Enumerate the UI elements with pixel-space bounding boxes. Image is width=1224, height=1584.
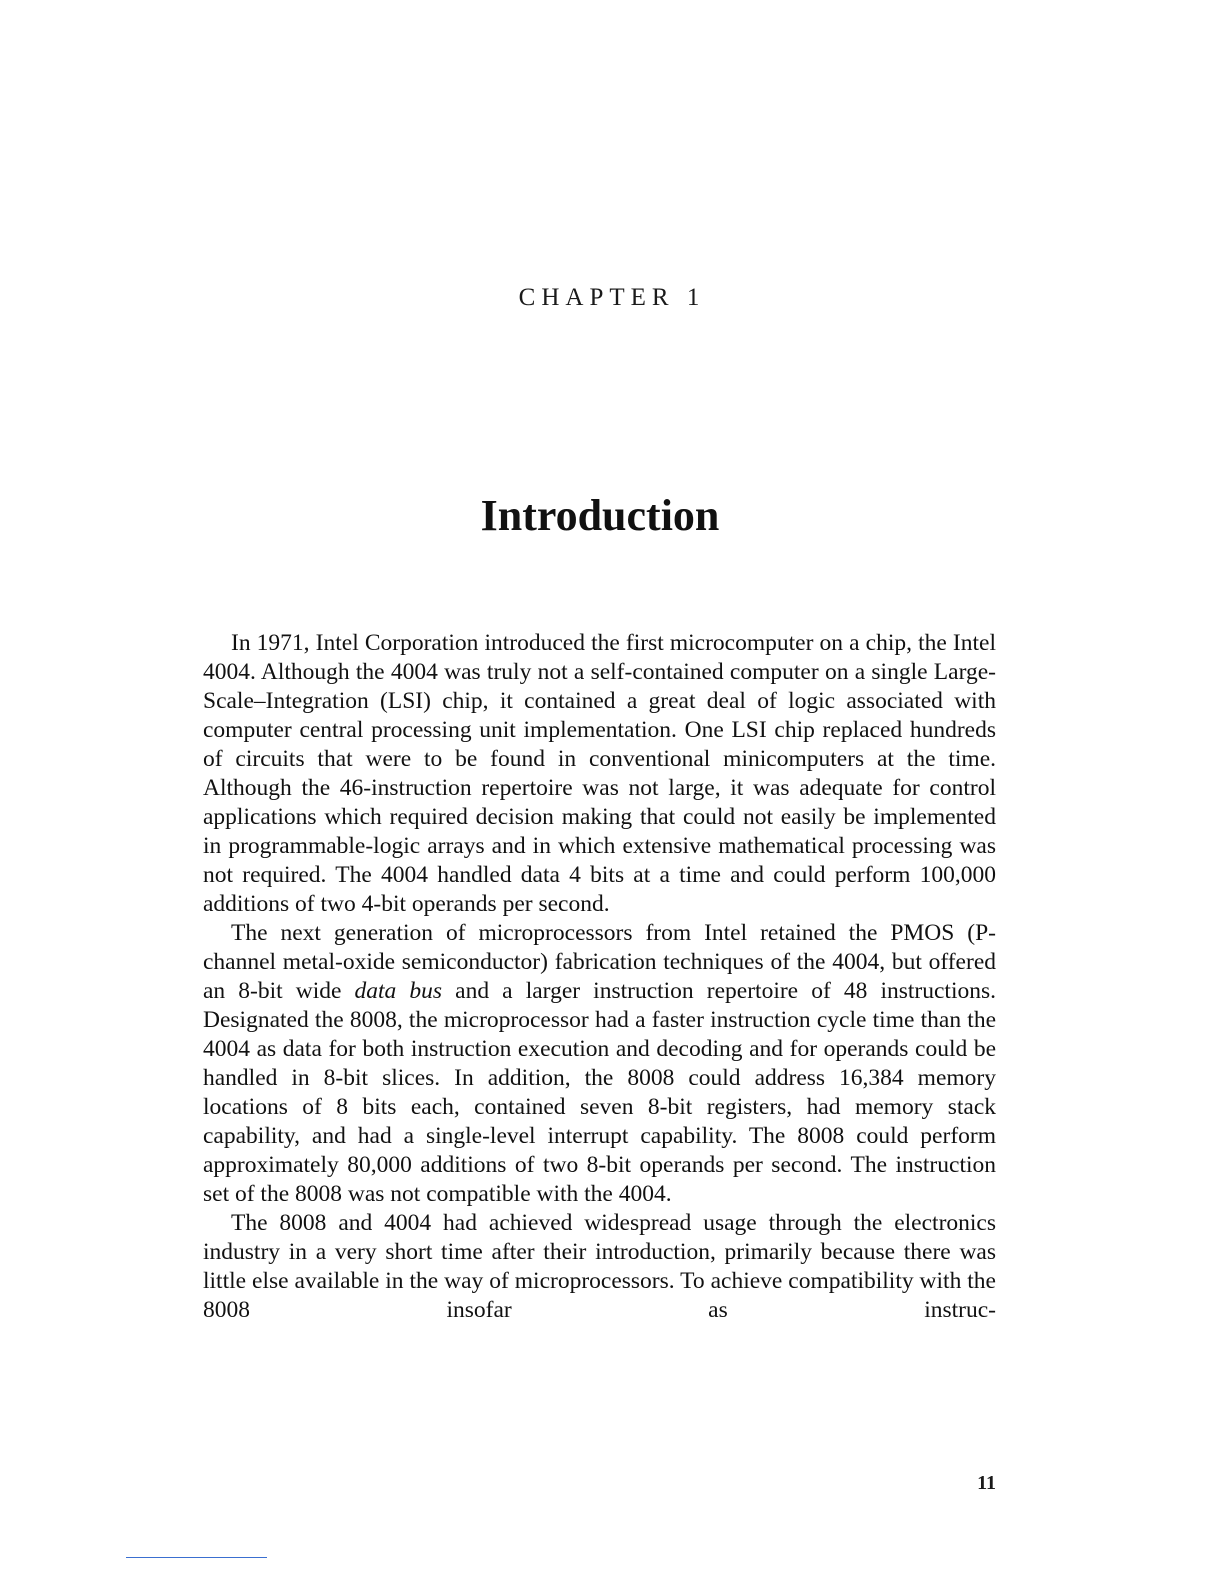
chapter-label: CHAPTER 1 [518, 284, 706, 311]
emphasis-data-bus: data bus [354, 978, 443, 1004]
paragraph-text: and a larger instruction repertoire of 48 instructions. Designated the 8008, the microprocessor had a faster instruction cycle time than the 4004 as data for both instruction execution and decoding and for operands could be handled in 8-bit slices. In addition, the 8008 could address 16,384 memory locations of 8 bits each, contained seven 8-bit registers, had memory stack capability, and had a single-level interrupt capability. The 8008 could perform approximately 80,000 additions of two 8-bit operands per second. The instruction set of the 8008 was not compatible with the 4004. [203, 978, 996, 1207]
body-text [203, 629, 996, 1325]
paragraph-1950s-4004: In 1971, Intel Corporation introduced the first microcomputer on a chip, the Intel 4004. Although the 4004 was truly not a self-contained computer on a single Large-Scale–Integration (LSI) chip, it contained a great deal of logic associated with computer central processing unit implementation. One LSI chip replaced hundreds of circuits that were to be found in conventional minicomputers at the time. Although the 46-instruction repertoire was not large, it was adequate for control applications which required decision making that could not easily be implemented in programmable-logic arrays and in which extensive mathematical processing was not required. The 4004 handled data 4 bits at a time and could perform 100,000 additions of two 4-bit operands per second. [203, 630, 996, 917]
paragraph-text: The next generation of microprocessors from Intel retained the PMOS (P-channel metal-oxide semiconductor) fabrication techniques of the 4004, but offered an 8-bit wide [203, 920, 996, 1004]
chapter-title: Introduction [480, 491, 720, 540]
paragraph-8008 [203, 919, 996, 1209]
page-number: 11 [977, 1472, 996, 1494]
footer-rule [126, 1557, 267, 1558]
paragraph-compatibility: The 8008 and 4004 had achieved widespread usage through the electronics industry in a very short time after their introduction, primarily because there was little else available in the way of microprocessors. To achieve compatibility with the 8008 insofar as instruc- [203, 1210, 996, 1323]
